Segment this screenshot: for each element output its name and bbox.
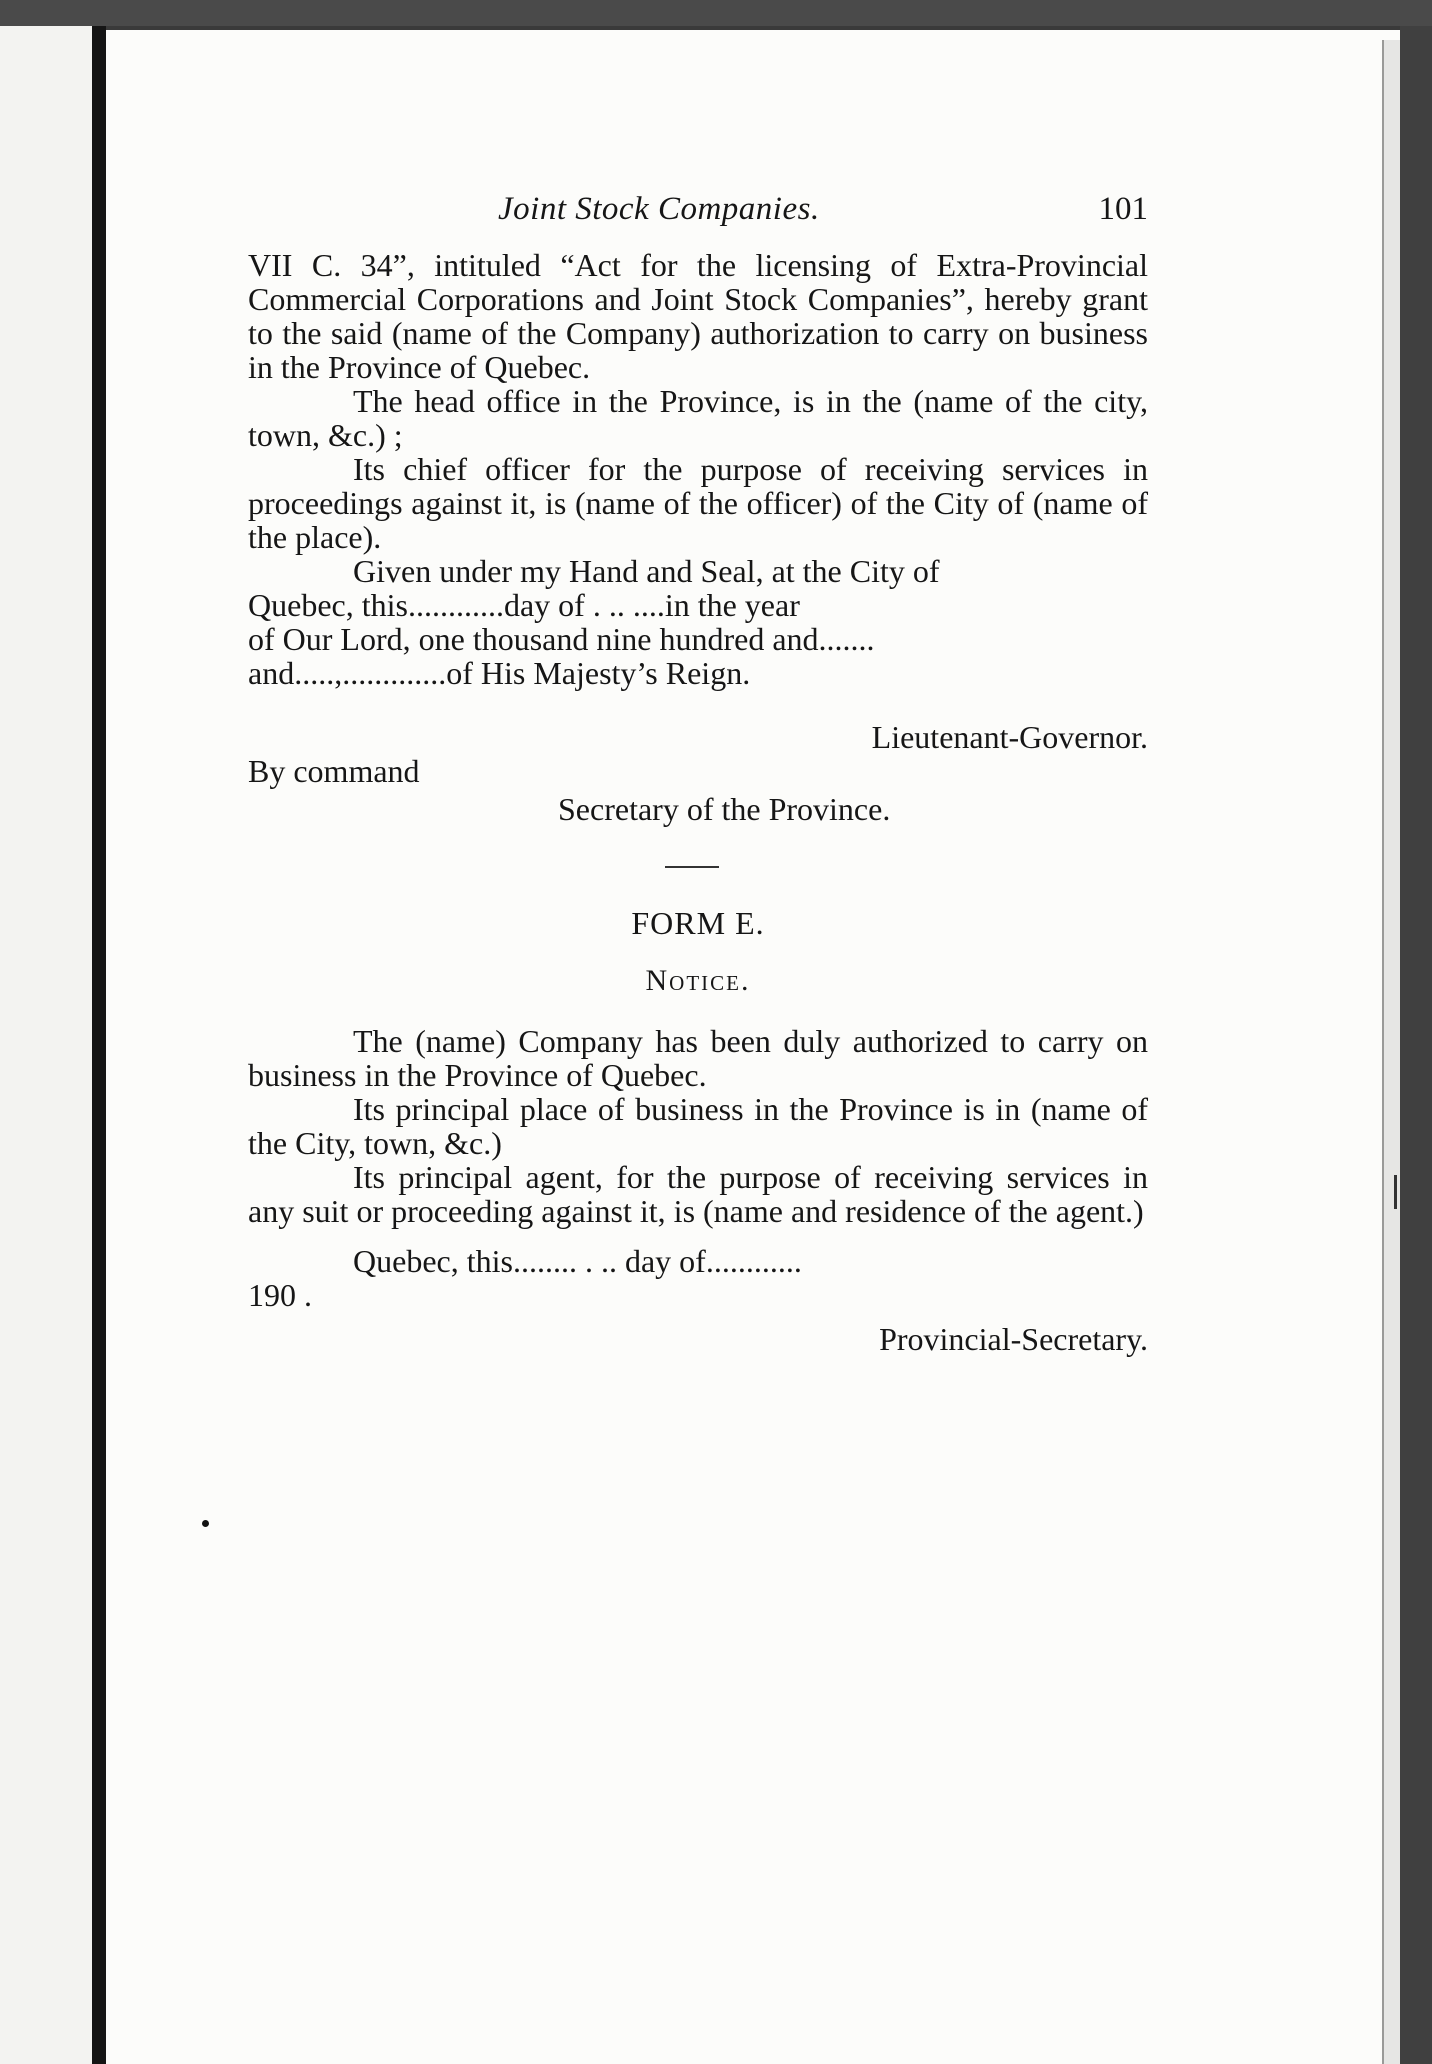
notice-paragraph-agent: Its principal agent, for the purpose of receiving services in any suit or proceeding against it, is (name and residence of the agent.) bbox=[248, 1159, 1148, 1229]
notice-paragraph-place-of-business: Its principal place of business in the Province is in (name of the City, town, &c.) bbox=[248, 1091, 1148, 1161]
notice-date-line: Quebec, this........ . .. day of............ bbox=[353, 1243, 802, 1279]
by-command: By command bbox=[248, 753, 420, 789]
lieutenant-governor-signature: Lieutenant-Governor. bbox=[871, 719, 1148, 755]
secretary-signature: Secretary of the Province. bbox=[558, 791, 891, 827]
given-under-line-1: Given under my Hand and Seal, at the City of bbox=[353, 553, 940, 589]
page-fore-edge bbox=[1382, 40, 1402, 2064]
edge-mark bbox=[1394, 1175, 1397, 1209]
running-title: Joint Stock Companies. bbox=[498, 191, 820, 227]
given-under-line-4: and.....,.............of His Majesty’s Reign. bbox=[248, 655, 751, 691]
notice-year-line: 190 . bbox=[248, 1277, 312, 1313]
book-cover-right bbox=[1400, 26, 1432, 2064]
page-number: 101 bbox=[1098, 191, 1148, 227]
page-text bbox=[248, 192, 1148, 1356]
paragraph-authorization: VII C. 34”, intituled “Act for the licensing of Extra-Provincial Commercial Corporations and Joint Stock Companies”, hereby grant to the said (name of the Company) authorization to carry on business in the Province of Quebec. bbox=[248, 247, 1148, 385]
form-subtitle: Notice. bbox=[645, 964, 751, 997]
running-head bbox=[248, 192, 1148, 240]
paragraph-head-office: The head office in the Province, is in the (name of the city, town, &c.) ; bbox=[248, 383, 1148, 453]
section-divider bbox=[665, 866, 719, 868]
book-cover-top bbox=[0, 0, 1432, 26]
paragraph-chief-officer: Its chief officer for the purpose of receiving services in proceedings against it, is (name of the officer) of the City of (name of the place). bbox=[248, 451, 1148, 555]
given-under-line-3: of Our Lord, one thousand nine hundred and....... bbox=[248, 621, 875, 657]
stray-ink-dot bbox=[202, 1520, 209, 1527]
form-title: FORM E. bbox=[631, 905, 765, 941]
given-under-line-2: Quebec, this............day of . .. ....in the year bbox=[248, 587, 800, 623]
book-gutter bbox=[92, 26, 106, 2064]
left-page-edge bbox=[0, 26, 92, 2064]
notice-paragraph-authorized: The (name) Company has been duly authorized to carry on business in the Province of Quebec. bbox=[248, 1023, 1148, 1093]
provincial-secretary-signature: Provincial-Secretary. bbox=[879, 1321, 1148, 1357]
